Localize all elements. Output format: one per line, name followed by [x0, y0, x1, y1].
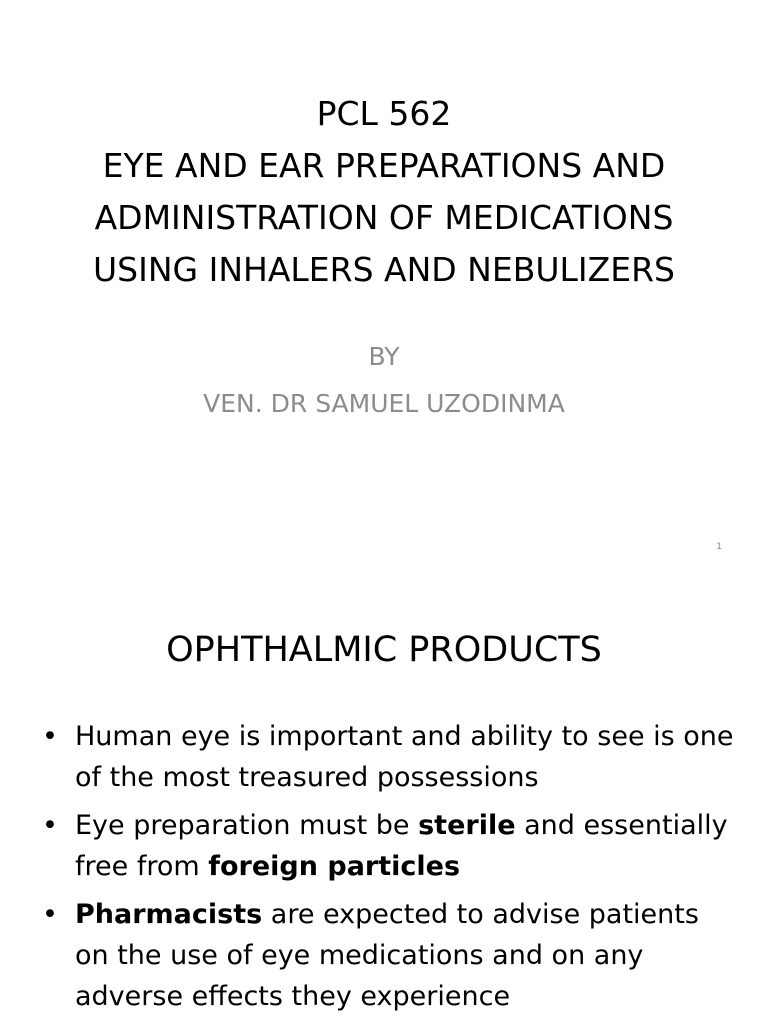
title-line: EYE AND EAR PREPARATIONS AND [102, 146, 666, 185]
title-line-course-code: PCL 562 [316, 94, 452, 133]
slide-2 [0, 576, 768, 1024]
title-line: ADMINISTRATION OF MEDICATIONS [94, 198, 674, 237]
bullet-text: are expected to advise patients on the use of eye medications and on any adverse effects they experience [75, 899, 699, 1012]
bullet-text: Eye preparation must be [75, 810, 419, 841]
bullet-emphasis: Pharmacists [75, 899, 263, 930]
bullet-text: Human eye is important and ability to see is one of the most treasured possessions [75, 721, 734, 793]
bullet-emphasis: foreign particles [208, 851, 461, 882]
author-name: VEN. DR SAMUEL UZODINMA [203, 389, 565, 418]
title-line: USING INHALERS AND NEBULIZERS [93, 250, 675, 289]
bullet-list [40, 716, 740, 1024]
bullet-item [40, 805, 740, 887]
bullet-emphasis: sterile [418, 810, 516, 841]
slide-title: OPHTHALMIC PRODUCTS [166, 630, 602, 670]
slide-title [30, 88, 738, 296]
bullet-item [40, 716, 740, 798]
bullet-text: and essentially free from [75, 810, 728, 882]
subtitle-by: BY [368, 342, 400, 371]
slide-subtitle [30, 333, 738, 427]
bullet-dot-icon: • [42, 810, 58, 841]
bullet-item [40, 894, 740, 1017]
bullet-dot-icon: • [42, 721, 58, 752]
page-number: 1 [716, 542, 722, 552]
bullet-dot-icon: • [42, 899, 58, 930]
